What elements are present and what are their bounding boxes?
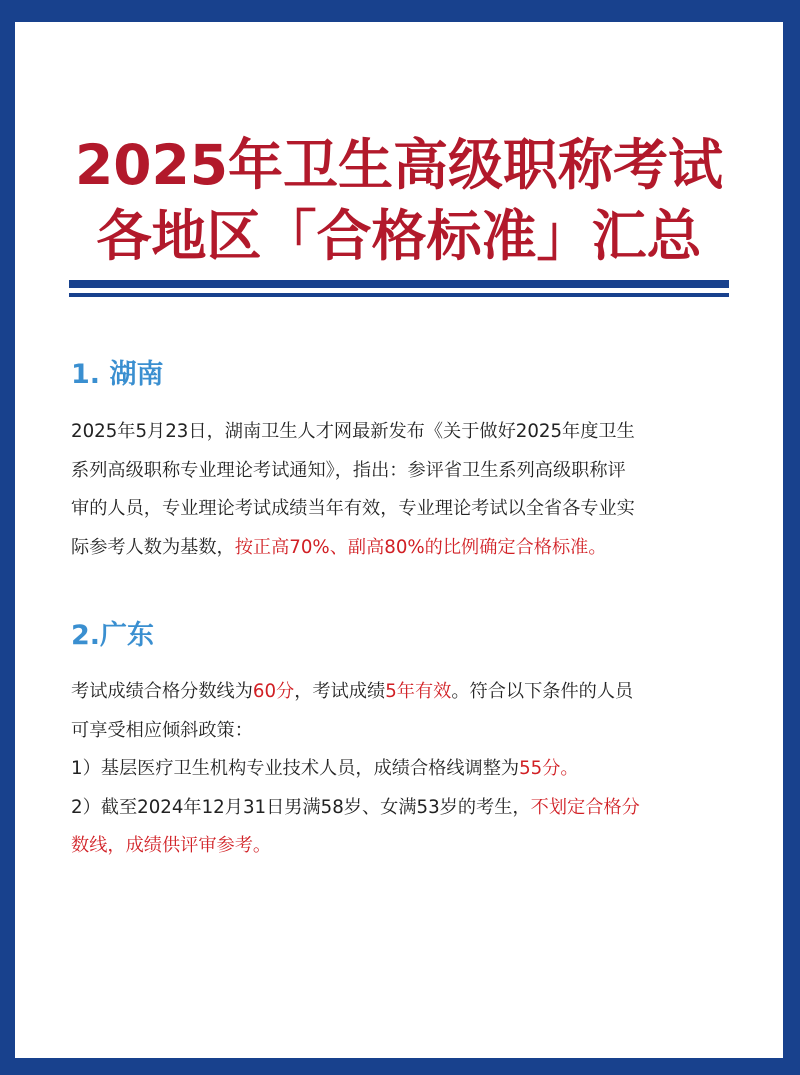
- section-heading-hunan: 1. 湖南: [71, 359, 164, 390]
- title-line-1: 2025年卫生高级职称考试: [74, 133, 724, 197]
- section-body-guangdong: [71, 673, 731, 866]
- highlight-text: 按正高70%、副高80%的比例确定合格标准。: [234, 536, 607, 558]
- paragraph-line: 系列高级职称专业理论考试通知》，指出：参评省卫生系列高级职称评: [71, 459, 626, 481]
- title-divider-thin: [69, 293, 729, 297]
- highlight-text: 不划定合格分: [530, 796, 640, 818]
- highlight-text: 5年有效: [385, 681, 452, 702]
- title-line-2: 各地区「合格标准」汇总: [96, 204, 702, 268]
- paragraph-line: 2025年5月23日，湖南卫生人才网最新发布《关于做好2025年度卫生: [71, 421, 635, 442]
- highlight-text: 数线，成绩供评审参考。: [71, 835, 272, 856]
- highlight-text: 60分: [252, 681, 295, 702]
- paragraph-line: 际参考人数为基数，按正高70%、副高80%的比例确定合格标准。: [71, 536, 607, 558]
- paragraph-line: 可享受相应倾斜政策：: [71, 719, 253, 741]
- list-item: 2）截至2024年12月31日男满58岁、女满53岁的考生，不划定合格分: [71, 796, 640, 818]
- list-item: 1）基层医疗卫生机构专业技术人员，成绩合格线调整为55分。: [71, 758, 579, 779]
- content-card: [15, 22, 783, 1058]
- title-divider-thick: [69, 280, 729, 288]
- section-body-hunan: [71, 413, 731, 567]
- page-title: [15, 130, 783, 272]
- paragraph-line: [71, 827, 731, 866]
- section-heading-guangdong: 2.广东: [71, 620, 155, 651]
- paragraph-line: 考试成绩合格分数线为60分，考试成绩5年有效。符合以下条件的人员: [71, 681, 634, 702]
- paragraph-line: 审的人员，专业理论考试成绩当年有效，专业理论考试以全省各专业实: [71, 498, 635, 519]
- highlight-text: 55分。: [519, 758, 579, 779]
